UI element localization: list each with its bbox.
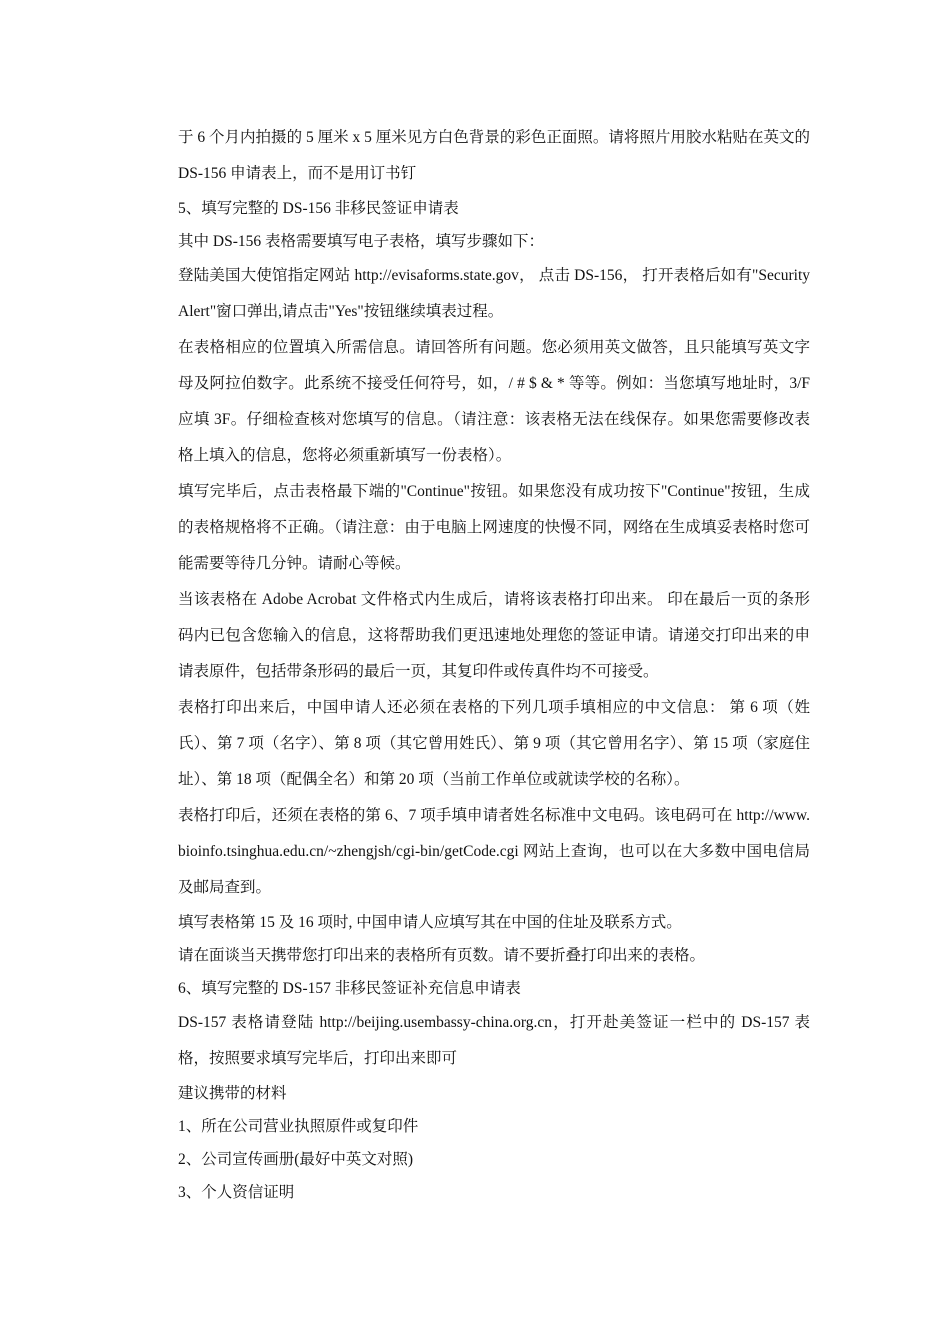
heading-ds157: 6、填写完整的 DS-157 非移民签证补充信息申请表 xyxy=(178,980,521,997)
paragraph-ds157-website: DS-157 表格请登陆 http://beijing.usembassy-china.org.cn，打开赴美签证一栏中的 DS-157 表格，按照要求填写完毕后，打印出来即可 xyxy=(178,1014,810,1067)
paragraph-fill-instructions: 在表格相应的位置填入所需信息。请回答所有问题。您必须用英文做答，且只能填写英文字母及阿拉伯数字。此系统不接受任何符号，如，/ # $ & * 等等。例如：当您填写地址时，3/F 应填 3F。仔细检查核对您填写的信息。（请注意：该表格无法在线保存。如果您需要修改表格上填入的信息，您将必须重新填写一份表格）。 xyxy=(178,339,810,464)
list-item-credit-proof: 3、个人资信证明 xyxy=(178,1184,295,1201)
heading-suggested-materials: 建议携带的材料 xyxy=(178,1085,287,1102)
document-body xyxy=(178,120,810,1209)
list-item-business-license: 1、所在公司营业执照原件或复印件 xyxy=(178,1118,419,1135)
paragraph-photo-requirement: 于 6 个月内拍摄的 5 厘米 x 5 厘米见方白色背景的彩色正面照。请将照片用胶水粘贴在英文的 DS-156 申请表上，而不是用订书钉 xyxy=(178,129,810,182)
paragraph-continue-button: 填写完毕后，点击表格最下端的"Continue"按钮。如果您没有成功按下"Continue"按钮，生成的表格规格将不正确。（请注意：由于电脑上网速度的快慢不同，网络在生成填妥表格时您可能需要等待几分钟。请耐心等候。 xyxy=(178,483,810,572)
paragraph-bring-pages: 请在面谈当天携带您打印出来的表格所有页数。请不要折叠打印出来的表格。 xyxy=(178,947,706,964)
paragraph-ds156-intro: 其中 DS-156 表格需要填写电子表格，填写步骤如下： xyxy=(178,233,544,250)
paragraph-address-items: 填写表格第 15 及 16 项时, 中国申请人应填写其在中国的住址及联系方式。 xyxy=(178,914,682,931)
paragraph-chinese-info: 表格打印出来后，中国申请人还必须在表格的下列几项手填相应的中文信息： 第 6 项（姓氏）、第 7 项（名字）、第 8 项（其它曾用姓氏）、第 9 项（其它曾用名字）、第 15 项（家庭住址）、第 18 项（配偶全名）和第 20 项（当前工作单位或就读学校的名称）。 xyxy=(178,699,810,788)
paragraph-print-form: 当该表格在 Adobe Acrobat 文件格式内生成后，请将该表格打印出来。 印在最后一页的条形码内已包含您输入的信息，这将帮助我们更迅速地处理您的签证申请。请递交打印出来的申请表原件，包括带条形码的最后一页，其复印件或传真件均不可接受。 xyxy=(178,591,810,680)
heading-ds156: 5、填写完整的 DS-156 非移民签证申请表 xyxy=(178,200,459,217)
paragraph-ds156-website: 登陆美国大使馆指定网站 http://evisaforms.state.gov， 点击 DS-156， 打开表格后如有"Security Alert"窗口弹出,请点击"Yes"按钮继续填表过程。 xyxy=(178,267,810,320)
paragraph-telegraph-code: 表格打印后，还须在表格的第 6、7 项手填申请者姓名标准中文电码。该电码可在 http://www.bioinfo.tsinghua.edu.cn/~zhengjsh/cgi-bin/getCode.cgi 网站上查询，也可以在大多数中国电信局及邮局查到。 xyxy=(178,807,810,896)
list-item-brochure: 2、公司宣传画册(最好中英文对照) xyxy=(178,1151,414,1168)
